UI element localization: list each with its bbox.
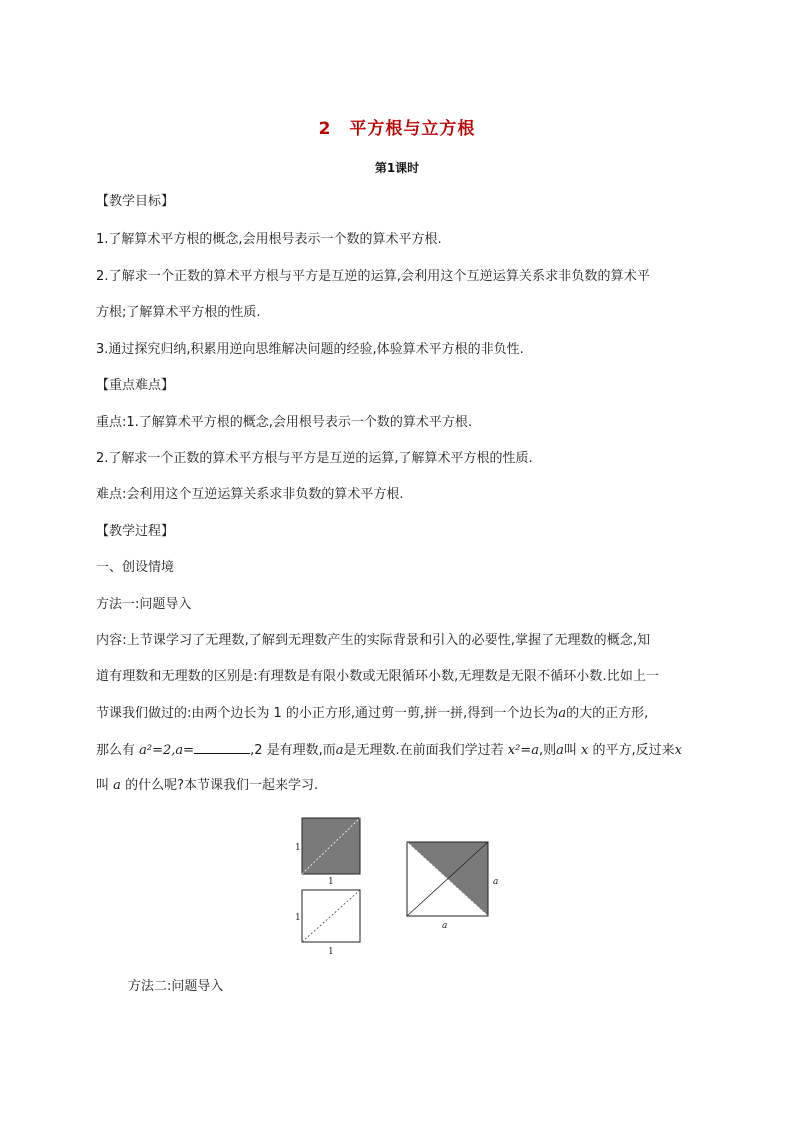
variable-x: x xyxy=(674,743,682,758)
variable-a: a xyxy=(558,706,567,721)
label-side-bottom-2: 1 xyxy=(328,947,334,957)
content-line-1: 内容:上节课学习了无理数,了解到无理数产生的实际背景和引入的必要性,掌握了无理数的概念,知 xyxy=(96,633,651,648)
unit-square-white xyxy=(302,890,360,942)
content-line-4: 那么有 a²=2,a= ,2 是有理数,而a是无理数.在前面我们学过若 x²=a,则a叫 x 的平方,反过来x xyxy=(96,743,682,758)
method-1-heading: 方法一:问题导入 xyxy=(96,597,192,612)
variable-a: a xyxy=(113,778,121,793)
content-line-5: 叫 a 的什么呢?本节课我们一起来学习. xyxy=(96,778,319,793)
squares-figure xyxy=(280,810,510,960)
content-line-3: 节课我们做过的:由两个边长为 1 的小正方形,通过剪一剪,拼一拼,得到一个边长为a的大的正方形, xyxy=(96,706,649,721)
key-point-1: 重点:1.了解算术平方根的概念,会用根号表示一个数的算术平方根. xyxy=(96,415,473,430)
objective-item-3: 3.通过探究归纳,积累用逆向思维解决问题的经验,体验算术平方根的非负性. xyxy=(96,342,524,357)
objective-item-2-continued: 方根;了解算术平方根的性质. xyxy=(96,305,261,320)
key-points-heading: 【重点难点】 xyxy=(96,378,175,393)
objective-item-2: 2.了解求一个正数的算术平方根与平方是互逆的运算,会利用这个互逆运算关系求非负数的算术平 xyxy=(96,269,650,284)
label-side-right-a: a xyxy=(493,877,499,887)
equation-a-squared: a²=2,a= xyxy=(139,743,195,758)
objectives-heading: 【教学目标】 xyxy=(96,194,175,209)
label-side-left-2: 1 xyxy=(295,913,301,923)
label-side-bottom-a: a xyxy=(442,921,448,931)
lesson-subtitle: 第1课时 xyxy=(374,161,420,175)
difficulty: 难点:会利用这个互逆运算关系求非负数的算术平方根. xyxy=(96,487,404,502)
lesson-title: 平方根与立方根 xyxy=(349,119,476,139)
page-title xyxy=(0,114,794,139)
objective-item-1: 1.了解算术平方根的概念,会用根号表示一个数的算术平方根. xyxy=(96,232,442,247)
answer-blank xyxy=(194,741,250,754)
section-heading: 一、创设情境 xyxy=(96,560,175,575)
label-side-bottom-1: 1 xyxy=(328,877,334,887)
variable-a: a xyxy=(556,743,564,758)
content-line-2: 道有理数和无理数的区别是:有理数是有限小数或无限循环小数,无理数是无限不循环小数.比如上一 xyxy=(96,669,660,684)
variable-x: x xyxy=(581,743,589,758)
key-point-2: 2.了解求一个正数的算术平方根与平方是互逆的运算,了解算术平方根的性质. xyxy=(96,451,533,466)
squares-diagram xyxy=(280,810,510,960)
equation-x-squared: x²=a xyxy=(507,743,539,758)
label-side-left-1: 1 xyxy=(295,843,301,853)
lesson-number: 2 xyxy=(318,119,332,139)
process-heading: 【教学过程】 xyxy=(96,524,175,539)
variable-a: a xyxy=(335,743,344,758)
method-2-heading: 方法二:问题导入 xyxy=(128,979,224,994)
